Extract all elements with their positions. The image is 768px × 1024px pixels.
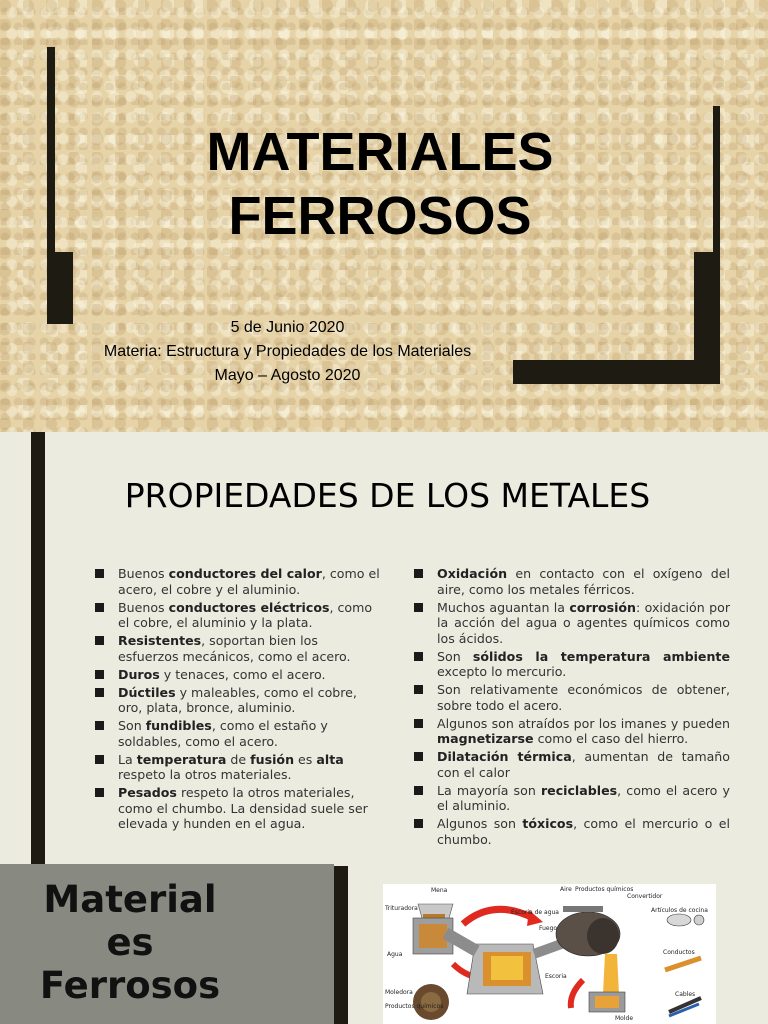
date-text: 5 de Junio 2020 (230, 319, 345, 336)
label-agua: Agua (387, 951, 403, 958)
period-text: Mayo – Agosto 2020 (214, 367, 361, 384)
label-mena: Mena (431, 887, 448, 894)
title-line-1: MATERIALES (206, 122, 554, 182)
label-productos-quimicos-bottom: Productos químicos (385, 1003, 444, 1010)
properties-list-right (411, 566, 730, 850)
presentation-title (120, 120, 640, 248)
list-item: Duros y tenaces, como el acero. (92, 667, 382, 683)
list-item: Resistentes, soportan bien los esfuerzos mecánicos, como el acero. (92, 633, 382, 664)
subject-text: Materia: Estructura y Propiedades de los Materiales (103, 343, 472, 360)
label-aire: Aire (560, 886, 572, 893)
label-cables: Cables (675, 991, 696, 998)
label-molde: Molde (615, 1015, 634, 1022)
label-conductos: Conductos (663, 949, 695, 956)
properties-list-left (92, 566, 382, 834)
list-item: Oxidación en contacto con el oxígeno del aire, como los metales férricos. (411, 566, 730, 597)
list-item: Algunos son atraídos por los imanes y pueden magnetizarse como el caso del hierro. (411, 716, 730, 747)
slide3-title (14, 878, 246, 1007)
list-item: Buenos conductores del calor, como el acero, el cobre y el aluminio. (92, 566, 382, 597)
list-item: Algunos son tóxicos, como el mercurio o el chumbo. (411, 816, 730, 847)
right-accent-bar-horizontal (513, 360, 720, 384)
list-item: Dúctiles y maleables, como el cobre, oro, plata, bronce, aluminio. (92, 685, 382, 716)
label-articulos-cocina: Artículos de cocina (651, 907, 708, 914)
label-convertidor: Convertidor (627, 893, 663, 900)
left-accent-bar-base (47, 252, 73, 324)
steel-process-diagram (383, 884, 716, 1024)
list-item: Son fundibles, como el estaño y soldables, como el acero. (92, 718, 382, 749)
label-escoria-agua: Escoria de agua (511, 909, 559, 916)
list-item: Son relativamente económicos de obtener, sobre todo el acero. (411, 682, 730, 713)
ferrous-materials-slide (0, 864, 768, 1024)
list-item: Son sólidos la temperatura ambiente excepto lo mercurio. (411, 649, 730, 680)
list-item: La mayoría son reciclables, como el acero y el aluminio. (411, 783, 730, 814)
title-line-2: FERROSOS (228, 186, 532, 246)
title-slide (0, 0, 768, 432)
list-item: Pesados respeto la otros materiales, como el chumbo. La densidad suele ser elevada y hunden en el agua. (92, 785, 382, 832)
slide2-left-accent-bar (31, 432, 45, 864)
list-item: Buenos conductores eléctricos, como el cobre, el aluminio y la plata. (92, 600, 382, 631)
presentation-subtitle (60, 316, 515, 388)
slide3-title-line-3: Ferrosos (39, 964, 221, 1007)
properties-slide (0, 432, 768, 864)
list-item: Muchos aguantan la corrosión: oxidación por la acción del agua o agentes químicos como los ácidos. (411, 600, 730, 647)
label-fuego: Fuego (539, 925, 558, 932)
label-escoria: Escoria (545, 973, 567, 980)
steel-process-illustration (383, 884, 716, 1024)
properties-heading: PROPIEDADES DE LOS METALES (124, 476, 651, 515)
label-moledora: Moledora (385, 989, 413, 996)
list-item: Dilatación térmica, aumentan de tamaño con el calor (411, 749, 730, 780)
slide3-title-line-2: es (106, 921, 154, 964)
label-trituradora: Trituradora (385, 905, 418, 912)
label-productos-quimicos-top: Productos químicos (575, 886, 634, 893)
slide3-title-line-1: Material (43, 878, 217, 921)
slide3-accent-bar (334, 866, 348, 1024)
list-item: La temperatura de fusión es alta respeto la otros materiales. (92, 752, 382, 783)
